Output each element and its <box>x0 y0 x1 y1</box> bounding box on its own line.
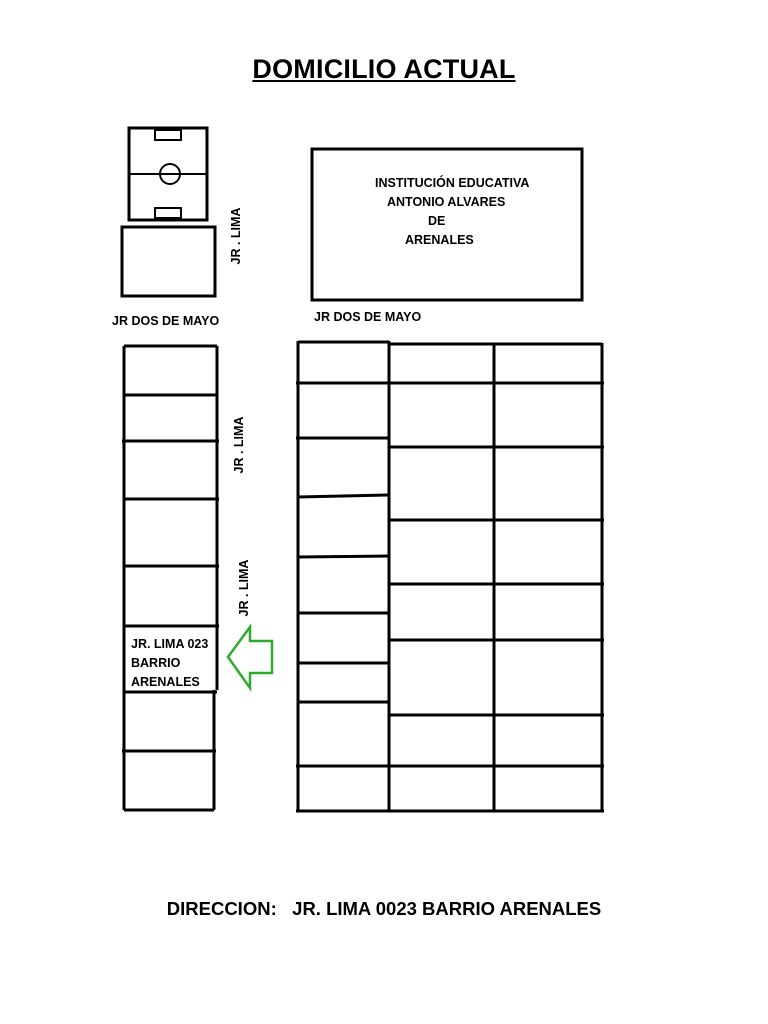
footer-address: DIRECCION: JR. LIMA 0023 BARRIO ARENALES <box>166 898 602 919</box>
institution-line-3: DE <box>428 214 446 228</box>
institution-building <box>312 149 582 300</box>
home-line-3: ARENALES <box>131 675 200 689</box>
block-under-field <box>122 227 215 296</box>
street-jr-lima-mid: JR . LIMA <box>232 416 246 474</box>
institution-line-2: ANTONIO ALVARES <box>387 195 506 209</box>
street-jr-lima-top: JR . LIMA <box>229 207 243 265</box>
home-line-1: JR. LIMA 023 <box>131 637 209 651</box>
street-dos-de-mayo-left: JR DOS DE MAYO <box>112 314 220 328</box>
institution-line-4: ARENALES <box>405 233 474 247</box>
street-dos-de-mayo-right: JR DOS DE MAYO <box>314 310 422 324</box>
home-arrow-icon <box>228 627 272 688</box>
soccer-field-icon <box>129 128 207 220</box>
street-jr-lima-low: JR . LIMA <box>237 559 251 617</box>
institution-line-1: INSTITUCIÓN EDUCATIVA <box>375 176 530 190</box>
left-blocks <box>122 346 219 810</box>
home-line-2: BARRIO <box>131 656 181 670</box>
right-blocks <box>296 341 604 812</box>
page-title: DOMICILIO ACTUAL <box>252 54 516 84</box>
